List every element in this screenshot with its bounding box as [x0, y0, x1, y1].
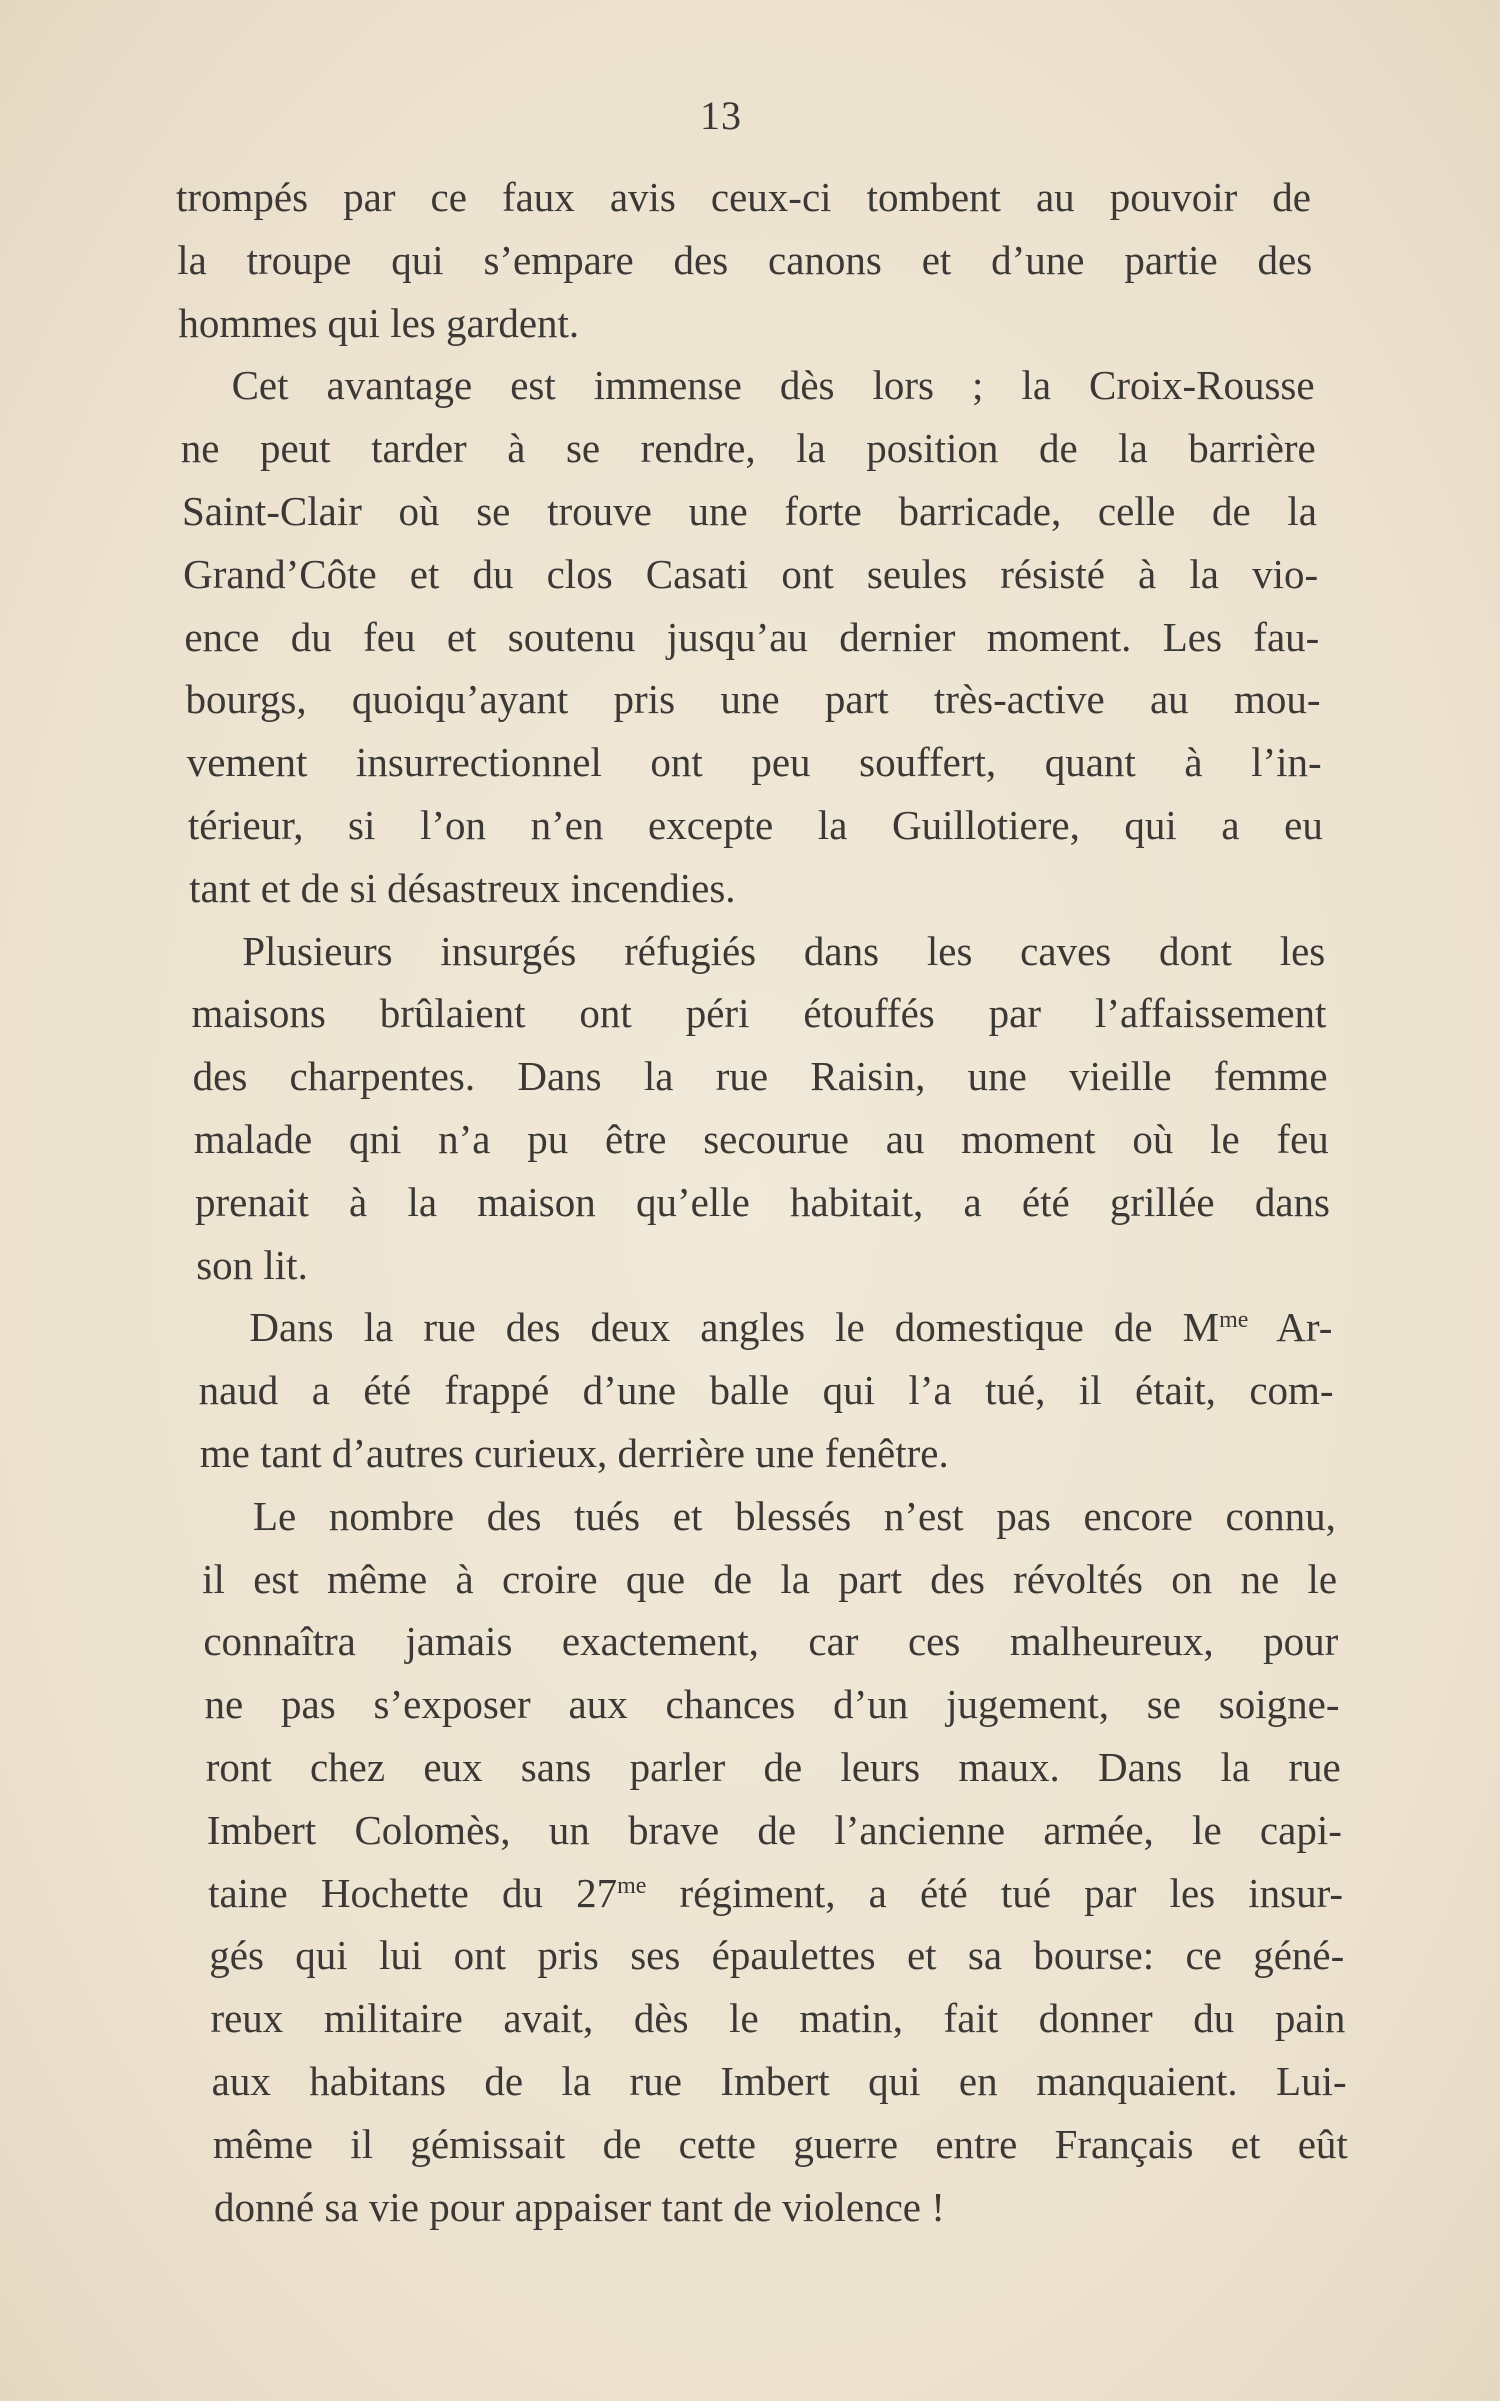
text-line	[186, 674, 1321, 724]
text-segment: donné sa vie pour appaiser tant de violence !	[214, 2183, 945, 2230]
text-segment: des charpentes. Dans la rue Raisin, une vieille femme	[192, 1053, 1328, 1100]
text-segment: il est même à croire que de la part des révoltés on ne le	[202, 1555, 1338, 1602]
text-segment: ne pas s’exposer aux chances d’un jugement, se soigne-	[204, 1681, 1340, 1728]
text-line	[201, 1491, 1336, 1541]
text-segment: Ar-	[1248, 1304, 1333, 1351]
text-segment: gés qui lui ont pris ses épaulettes et sa bourse: ce géné-	[209, 1932, 1345, 1979]
text-line	[195, 1177, 1330, 1227]
text-line	[191, 988, 1326, 1038]
text-line	[214, 2182, 1349, 2232]
text-segment: prenait à la maison qu’elle habitait, a été grillée dans	[195, 1178, 1330, 1225]
text-segment: connaîtra jamais exactement, car ces malheureux, pour	[203, 1618, 1339, 1665]
text-line	[180, 360, 1315, 410]
text-segment: ence du feu et soutenu jusqu’au dernier moment. Les fau-	[184, 613, 1320, 660]
superscript: me	[1219, 1307, 1249, 1334]
text-line	[205, 1679, 1340, 1729]
text-line	[197, 1302, 1332, 1352]
text-segment: régiment, a été tué par les insur-	[646, 1869, 1344, 1916]
text-segment: me tant d’autres curieux, derrière une fenêtre.	[199, 1430, 949, 1476]
text-segment: ne peut tarder à se rendre, la position de la barrière	[180, 425, 1316, 472]
text-segment: maisons brûlaient ont péri étouffés par l’affaissement	[191, 990, 1327, 1037]
text-line	[187, 737, 1322, 787]
text-line	[209, 1930, 1344, 1980]
text-line	[202, 1554, 1337, 1604]
text-segment: Plusieurs insurgés réfugiés dans les caves dont les	[242, 927, 1326, 974]
text-segment: hommes qui les gardent.	[178, 299, 580, 346]
text-segment: trompés par ce faux avis ceux-ci tombent au pouvoir de	[176, 174, 1311, 220]
text-line	[199, 1365, 1334, 1415]
text-segment: son lit.	[196, 1241, 308, 1288]
text-segment: Grand’Côte et du clos Casati ont seules résisté à la vio-	[183, 550, 1319, 597]
text-line	[176, 172, 1311, 222]
text-line	[184, 612, 1319, 662]
text-line	[208, 1868, 1343, 1918]
text-line	[188, 800, 1323, 850]
text-segment: Imbert Colomès, un brave de l’ancienne armée, le capi-	[206, 1806, 1342, 1853]
text-line	[189, 863, 1324, 913]
text-line	[210, 1993, 1345, 2043]
text-line	[194, 1114, 1329, 1164]
text-segment: Le nombre des tués et blessés n’est pas encore connu,	[252, 1492, 1336, 1539]
text-segment: ront chez eux sans parler de leurs maux. Dans la rue	[205, 1744, 1341, 1790]
text-segment: malade qni n’a pu être secourue au moment où le feu	[193, 1116, 1329, 1162]
page-number: 13	[700, 93, 742, 138]
text-segment: Cet avantage est immense dès lors ; la Croix-Rousse	[231, 362, 1315, 409]
text-segment: aux habitans de la rue Imbert qui en manquaient. Lui-	[211, 2058, 1347, 2104]
text-line	[177, 235, 1312, 285]
text-line	[183, 549, 1318, 599]
text-segment: Saint-Clair où se trouve une forte barricade, celle de la	[181, 488, 1317, 534]
text-line	[212, 2056, 1347, 2106]
text-segment: vement insurrectionnel ont peu souffert, quant à l’in-	[186, 739, 1322, 786]
text-line	[207, 1805, 1342, 1855]
text-line	[193, 1051, 1328, 1101]
text-segment: bourgs, quoiqu’ayant pris une part très-active au mou-	[185, 676, 1321, 723]
superscript: me	[617, 1872, 647, 1899]
text-segment: la troupe qui s’empare des canons et d’une partie des	[177, 236, 1313, 283]
text-line	[181, 423, 1316, 473]
text-segment: taine Hochette du 27	[208, 1869, 618, 1916]
text-segment: naud a été frappé d’une balle qui l’a tué, il était, com-	[198, 1367, 1334, 1414]
text-segment: même il gémissait de cette guerre entre Français et eût	[212, 2120, 1348, 2167]
text-segment: Dans la rue des deux angles le domestique de M	[249, 1304, 1220, 1351]
text-line	[196, 1240, 1331, 1290]
text-segment: térieur, si l’on n’en excepte la Guillotiere, qui a eu	[187, 802, 1323, 848]
text-line	[178, 298, 1313, 348]
text-segment: tant et de si désastreux incendies.	[189, 864, 736, 911]
text-line	[200, 1428, 1335, 1478]
text-line	[206, 1742, 1341, 1792]
text-line	[213, 2119, 1348, 2169]
text-segment: reux militaire avait, dès le matin, fait donner du pain	[210, 1995, 1346, 2042]
text-line	[182, 486, 1317, 536]
text-line	[190, 926, 1325, 976]
text-line	[203, 1616, 1338, 1666]
